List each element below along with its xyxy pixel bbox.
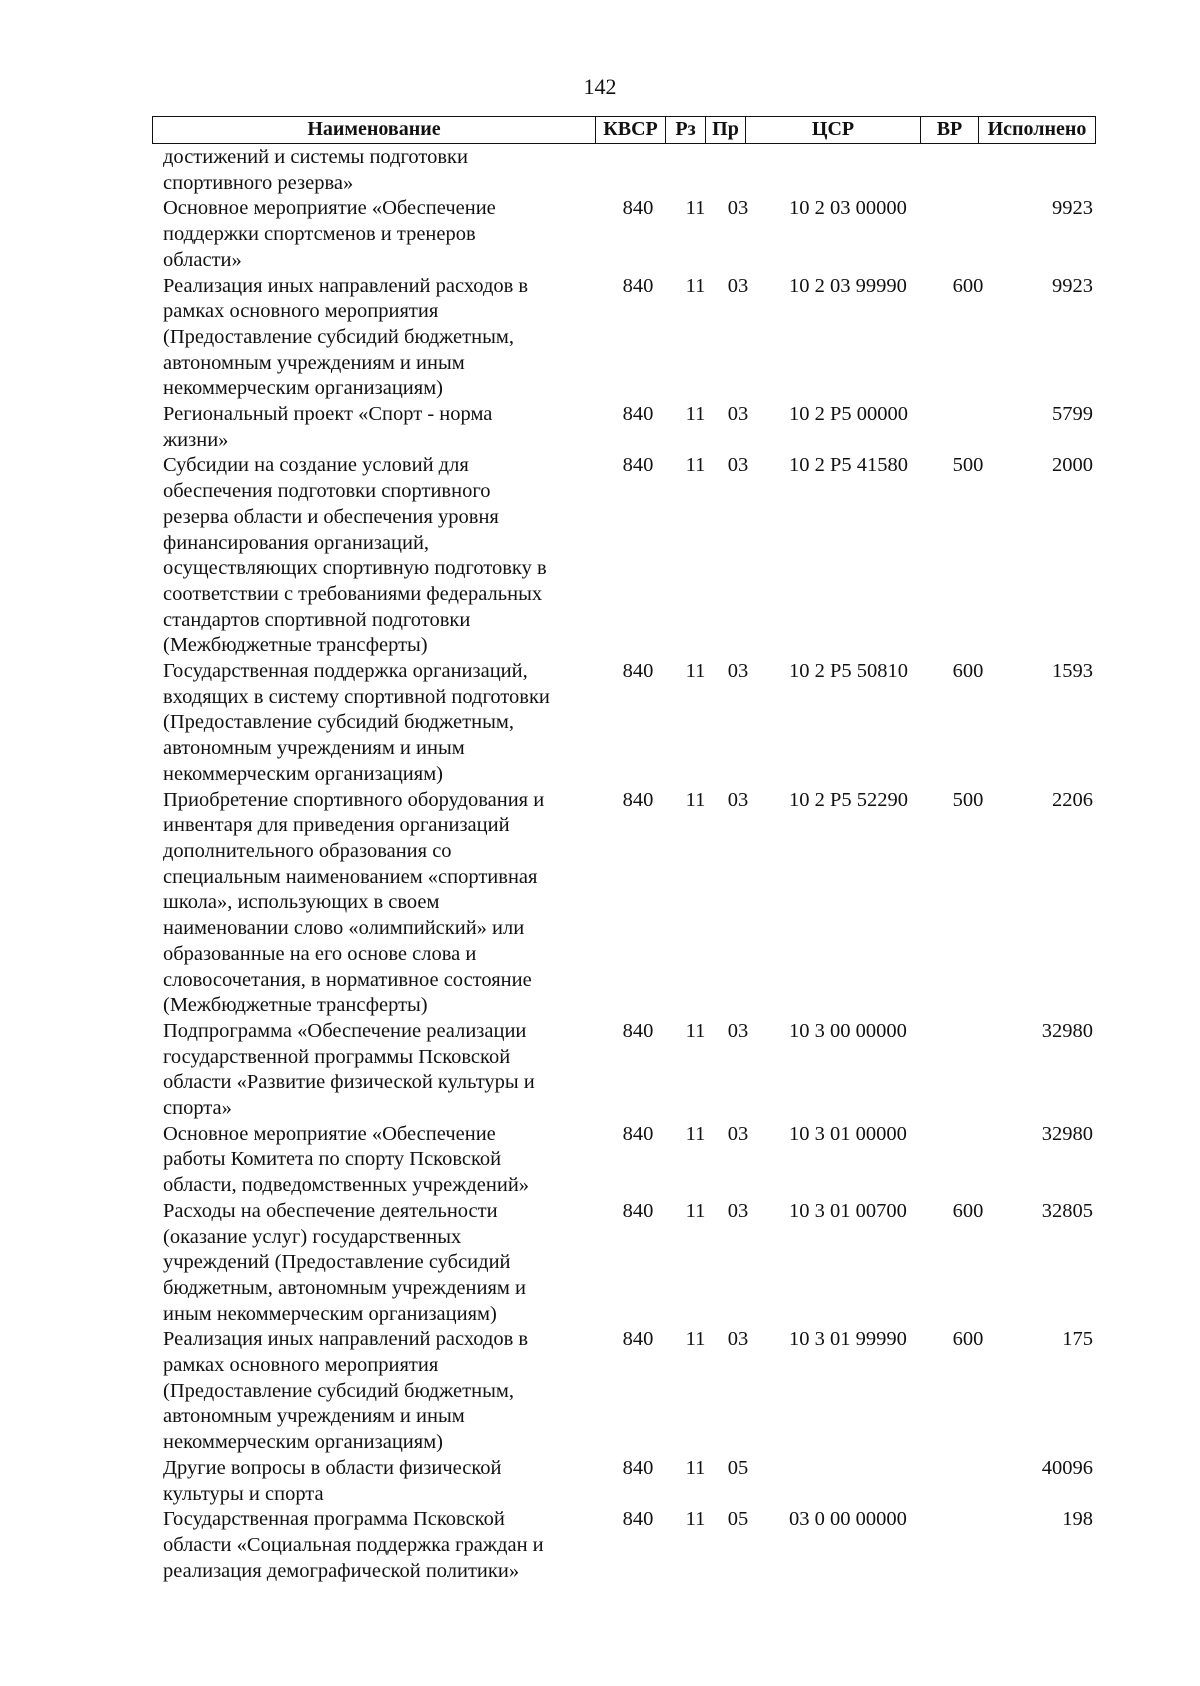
row-rz bbox=[668, 145, 723, 196]
header-name: Наименование bbox=[152, 117, 595, 143]
row-kvsr: 840 bbox=[622, 197, 654, 220]
row-name: Приобретение спортивного оборудования и инвентаря для приведения организаций дополнительного образования со специальным наименованием «спортивная школа», использующих в своем наименовании слово «олимпийский» или образованные на его основе слова и словосочетания, в нормативное состояние (Межбюджетные трансферты) bbox=[163, 788, 545, 1017]
row-done: 175 bbox=[1062, 1328, 1093, 1351]
row-csr: 03 0 00 00000 bbox=[789, 1508, 907, 1531]
row-kvsr: 840 bbox=[622, 1019, 654, 1042]
row-vr: 600 bbox=[952, 274, 984, 297]
table-row bbox=[163, 402, 1113, 453]
row-kvsr bbox=[608, 145, 668, 196]
row-kvsr: 840 bbox=[622, 660, 654, 683]
row-done: 9923 bbox=[1052, 197, 1093, 220]
header-done: Исполнено bbox=[978, 117, 1096, 143]
row-name: Субсидии на создание условий для обеспечения подготовки спортивного резерва области и обеспечения уровня финансирования организаций, осуществляющих спортивную подготовку в соответствии с требованиями федеральных стандартов спортивной подготовки (Межбюджетные трансферты) bbox=[163, 454, 547, 657]
table-row bbox=[163, 1019, 1113, 1122]
row-name: Региональный проект «Спорт - норма жизни» bbox=[163, 403, 493, 451]
row-csr bbox=[753, 145, 938, 196]
row-vr bbox=[938, 1507, 998, 1584]
row-csr: 10 2 03 00000 bbox=[789, 197, 907, 220]
row-name: Реализация иных направлений расходов в рамках основного мероприятия (Предоставление субсидий бюджетным, автономным учреждениям и иным некоммерческим организациям) bbox=[163, 1328, 529, 1454]
row-rz: 11 bbox=[685, 1199, 706, 1222]
table-row bbox=[163, 274, 1113, 403]
row-done: 32980 bbox=[1041, 1019, 1093, 1042]
row-vr bbox=[938, 1019, 998, 1122]
table-row bbox=[163, 1327, 1113, 1456]
table-header bbox=[152, 116, 1096, 144]
row-kvsr: 840 bbox=[622, 403, 654, 426]
row-done: 1593 bbox=[1052, 660, 1093, 683]
row-done: 32805 bbox=[1041, 1199, 1093, 1222]
row-kvsr: 840 bbox=[622, 1328, 654, 1351]
row-rz: 11 bbox=[685, 1456, 706, 1479]
header-pr: Пр bbox=[705, 117, 745, 143]
row-pr: 03 bbox=[727, 788, 749, 811]
row-csr bbox=[753, 1456, 938, 1507]
header-vr: ВР bbox=[920, 117, 978, 143]
row-kvsr: 840 bbox=[622, 274, 654, 297]
row-kvsr: 840 bbox=[622, 454, 654, 477]
row-csr: 10 2 03 99990 bbox=[789, 274, 907, 297]
row-rz: 11 bbox=[685, 1508, 706, 1531]
table-row bbox=[163, 196, 1113, 273]
row-csr: 10 2 P5 52290 bbox=[789, 788, 909, 811]
row-name: Основное мероприятие «Обеспечение работы Комитета по спорту Псковской области, подведомственных учреждений» bbox=[163, 1122, 530, 1197]
row-pr: 03 bbox=[727, 660, 749, 683]
row-pr: 03 bbox=[727, 454, 749, 477]
table-body bbox=[163, 145, 1113, 1584]
table-row bbox=[163, 1122, 1113, 1199]
header-csr: ЦСР bbox=[745, 117, 920, 143]
row-csr: 10 3 01 00700 bbox=[789, 1199, 907, 1222]
header-rz: Рз bbox=[665, 117, 705, 143]
row-pr: 03 bbox=[727, 403, 749, 426]
row-pr: 05 bbox=[727, 1456, 749, 1479]
row-csr: 10 3 01 99990 bbox=[789, 1328, 907, 1351]
row-rz: 11 bbox=[685, 1019, 706, 1042]
row-vr bbox=[938, 1456, 998, 1507]
row-kvsr: 840 bbox=[622, 788, 654, 811]
row-vr bbox=[938, 1122, 998, 1199]
row-rz: 11 bbox=[685, 454, 706, 477]
table-row bbox=[163, 145, 1113, 196]
row-rz: 11 bbox=[685, 1328, 706, 1351]
table-row bbox=[163, 453, 1113, 659]
row-pr: 05 bbox=[727, 1508, 749, 1531]
row-name: Подпрограмма «Обеспечение реализации государственной программы Псковской области «Развитие физической культуры и спорта» bbox=[163, 1019, 535, 1120]
row-rz: 11 bbox=[685, 660, 706, 683]
row-pr: 03 bbox=[727, 1019, 749, 1042]
row-vr bbox=[938, 196, 998, 273]
row-kvsr: 840 bbox=[622, 1199, 654, 1222]
table-row bbox=[163, 1507, 1113, 1584]
row-pr: 03 bbox=[727, 197, 749, 220]
row-vr: 600 bbox=[952, 1199, 984, 1222]
row-pr: 03 bbox=[727, 1122, 749, 1145]
row-csr: 10 3 01 00000 bbox=[789, 1122, 907, 1145]
row-done: 5799 bbox=[1052, 403, 1093, 426]
row-kvsr: 840 bbox=[622, 1456, 654, 1479]
row-vr: 600 bbox=[952, 1328, 984, 1351]
row-rz: 11 bbox=[685, 788, 706, 811]
table-row bbox=[163, 788, 1113, 1019]
row-done: 9923 bbox=[1052, 274, 1093, 297]
row-done: 198 bbox=[1062, 1508, 1093, 1531]
row-vr: 600 bbox=[952, 660, 984, 683]
row-rz: 11 bbox=[685, 274, 706, 297]
row-name: Расходы на обеспечение деятельности (оказание услуг) государственных учреждений (Предоставление субсидий бюджетным, автономным учреждениям и иным некоммерческим организациям) bbox=[163, 1199, 526, 1325]
row-done bbox=[998, 145, 1093, 196]
row-csr: 10 2 P5 00000 bbox=[789, 403, 909, 426]
header-kvsr: КВСР bbox=[595, 117, 665, 143]
row-kvsr: 840 bbox=[622, 1122, 654, 1145]
table-row bbox=[163, 1456, 1113, 1507]
table-row bbox=[163, 1199, 1113, 1328]
row-vr: 500 bbox=[952, 788, 984, 811]
row-rz: 11 bbox=[685, 1122, 706, 1145]
row-done: 40096 bbox=[1041, 1456, 1093, 1479]
row-csr: 10 2 P5 50810 bbox=[789, 660, 909, 683]
row-done: 2000 bbox=[1052, 454, 1093, 477]
row-name: Государственная поддержка организаций, входящих в систему спортивной подготовки (Предоставление субсидий бюджетным, автономным учреждениям и иным некоммерческим организациям) bbox=[163, 660, 550, 785]
row-rz: 11 bbox=[685, 197, 706, 220]
row-csr: 10 3 00 00000 bbox=[789, 1019, 907, 1042]
row-pr: 03 bbox=[727, 1199, 749, 1222]
row-rz: 11 bbox=[685, 403, 706, 426]
row-pr bbox=[723, 145, 753, 196]
table-row bbox=[163, 659, 1113, 788]
row-done: 32980 bbox=[1041, 1122, 1093, 1145]
row-name: Другие вопросы в области физической культуры и спорта bbox=[163, 1456, 502, 1505]
row-csr: 10 2 P5 41580 bbox=[789, 454, 909, 477]
row-name: Реализация иных направлений расходов в рамках основного мероприятия (Предоставление субсидий бюджетным, автономным учреждениям и иным некоммерческим организациям) bbox=[163, 274, 529, 400]
row-vr: 500 bbox=[952, 454, 984, 477]
row-kvsr: 840 bbox=[622, 1508, 654, 1531]
row-pr: 03 bbox=[727, 274, 749, 297]
row-done: 2206 bbox=[1052, 788, 1093, 811]
row-vr bbox=[938, 402, 998, 453]
page-number: 142 bbox=[583, 74, 617, 99]
row-name: достижений и системы подготовки спортивного резерва» bbox=[163, 146, 468, 194]
row-pr: 03 bbox=[727, 1328, 749, 1351]
row-name: Основное мероприятие «Обеспечение поддержки спортсменов и тренеров области» bbox=[163, 197, 496, 271]
row-name: Государственная программа Псковской области «Социальная поддержка граждан и реализация демографической политики» bbox=[163, 1508, 544, 1582]
row-vr bbox=[938, 145, 998, 196]
